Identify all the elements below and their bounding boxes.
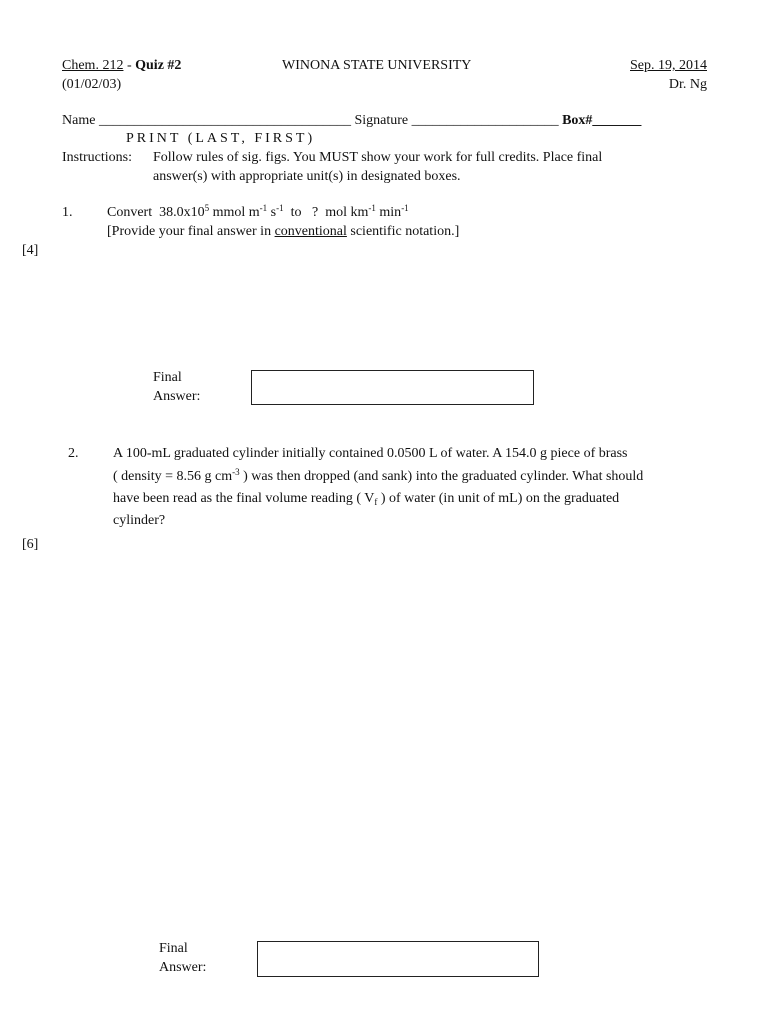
course-title — [62, 59, 181, 73]
q2-final-answer-box[interactable] — [257, 941, 539, 977]
q1-convert-word: Convert — [107, 205, 153, 220]
q2-points: [6] — [22, 537, 39, 552]
q2-number: 2. — [68, 446, 79, 461]
q2-line-2 — [113, 467, 644, 484]
q1-exp-b: -1 — [276, 203, 284, 213]
course-code: Chem. 212 — [62, 58, 124, 73]
instructions-line-1: Follow rules of sig. figs. You MUST show your work for full credits. Place final — [153, 150, 603, 165]
quiz-date: Sep. 19, 2014 — [630, 58, 707, 73]
q1-points: [4] — [22, 243, 39, 258]
name-label: Name — [62, 113, 96, 128]
q2-line-3-post: ) of water (in unit of mL) on the graduated — [377, 491, 620, 506]
university-name: WINONA STATE UNIVERSITY — [282, 58, 472, 73]
q1-unit-to-a: mol km — [325, 205, 369, 220]
q1-note-emphasis: conventional — [274, 224, 347, 239]
q2-line-2-pre: ( density = 8.56 g cm — [113, 469, 233, 484]
q2-line-3 — [113, 492, 619, 506]
q1-exp-a: -1 — [259, 203, 268, 213]
q2-final-label-1: Final — [159, 941, 188, 956]
print-hint: PRINT (LAST, FIRST) — [126, 131, 316, 146]
q1-final-answer-box[interactable] — [251, 370, 534, 405]
instructions-line-2: answer(s) with appropriate unit(s) in designated boxes. — [153, 169, 461, 184]
q1-value: 38.0x10 — [159, 205, 205, 220]
q2-line-4: cylinder? — [113, 513, 166, 528]
q2-density-exponent: -3 — [232, 467, 240, 477]
q1-unit-from-b: s — [270, 205, 277, 220]
q1-value-exponent: 5 — [204, 203, 210, 213]
q1-note — [107, 225, 459, 239]
q2-line-2-post: ) was then dropped (and sank) into the graduated cylinder. What should — [239, 469, 644, 484]
course-dash: - — [126, 58, 132, 73]
q1-exp-c: -1 — [368, 203, 376, 213]
sections-label: (01/02/03) — [62, 77, 122, 92]
name-field[interactable]: ____________________________________ — [98, 113, 351, 128]
q1-statement — [107, 203, 409, 220]
q1-final-label-1: Final — [153, 370, 182, 385]
q2-line-3-pre: have been read as the final volume reading ( V — [113, 491, 375, 506]
q1-final-label-2: Answer: — [153, 389, 201, 404]
q1-note-post: scientific notation.] — [346, 224, 460, 239]
box-number-field[interactable]: Box#_______ — [562, 113, 642, 128]
signature-field[interactable]: _____________________ — [411, 113, 559, 128]
q1-number: 1. — [62, 205, 73, 220]
q2-line-1: A 100-mL graduated cylinder initially contained 0.0500 L of water. A 154.0 g piece of brass — [113, 446, 628, 461]
q2-final-label-2: Answer: — [159, 960, 207, 975]
q1-exp-d: -1 — [401, 203, 409, 213]
q1-note-pre: [Provide your final answer in — [107, 224, 275, 239]
q1-to-word: to — [290, 205, 302, 220]
signature-label: Signature — [354, 113, 409, 128]
instructor-name: Dr. Ng — [668, 77, 707, 92]
quiz-number: Quiz #2 — [135, 58, 182, 73]
q1-question-mark: ? — [312, 205, 319, 220]
instructions-label: Instructions: — [62, 150, 132, 165]
q1-unit-from-a: mmol m — [212, 205, 260, 220]
name-line — [62, 114, 641, 128]
q1-unit-to-b: min — [379, 205, 402, 220]
q2-vf-subscript: f — [374, 497, 378, 507]
